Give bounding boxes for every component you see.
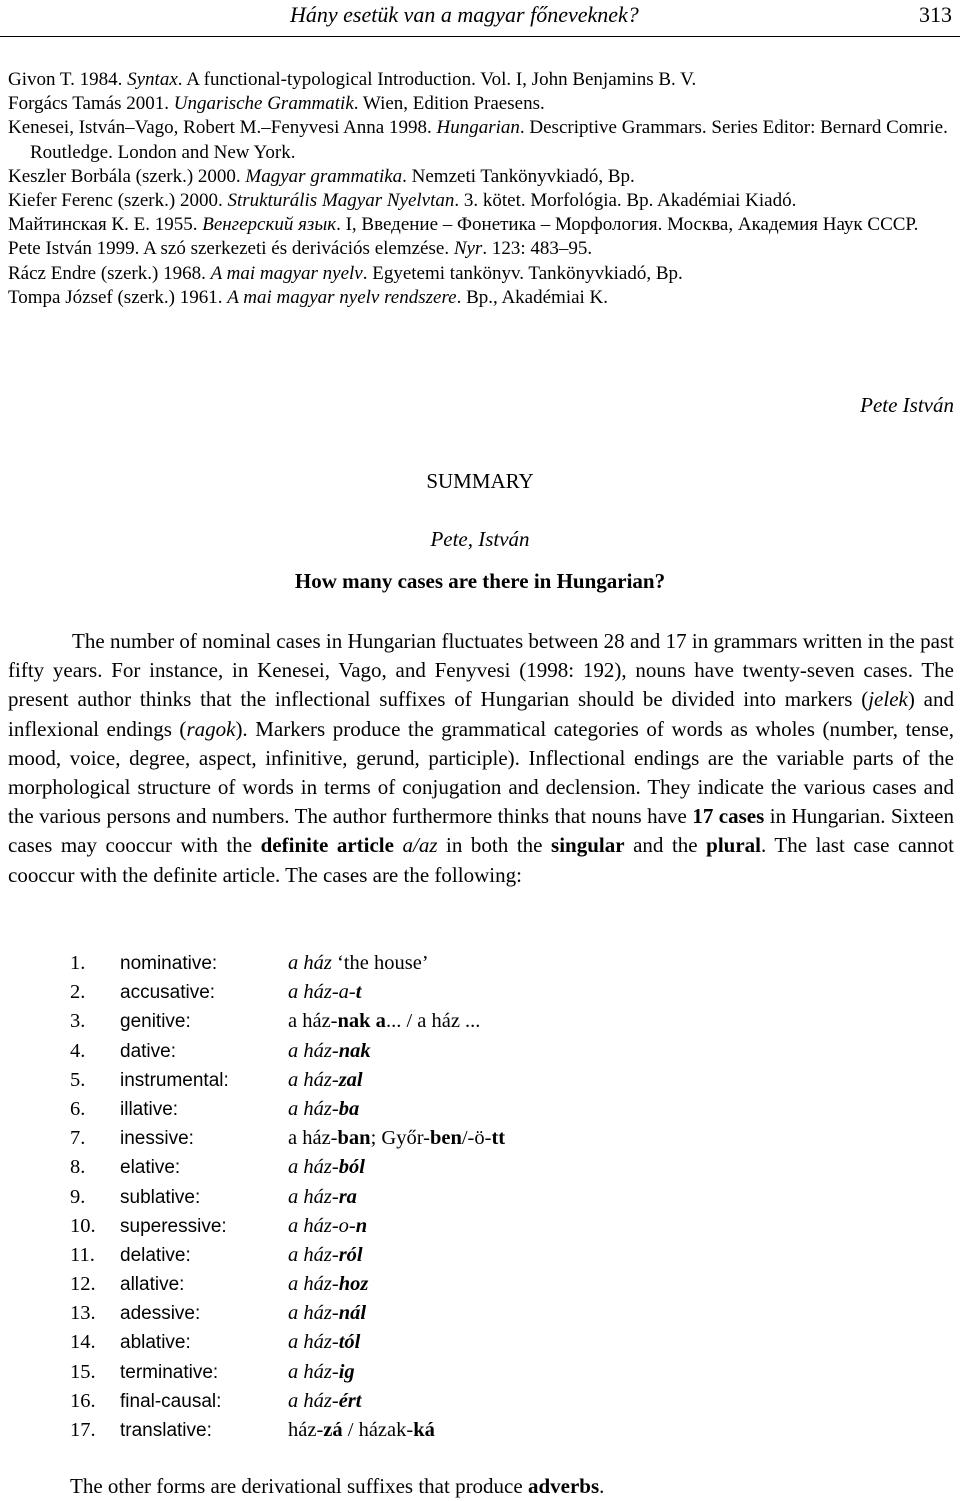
reference-entry [8, 165, 956, 189]
case-name: superessive: [120, 1215, 227, 1237]
closing-segment: The other forms are derivational suffixes that produce [70, 1474, 528, 1498]
case-row [70, 1095, 505, 1124]
reference-segment: Forgács Tamás 2001. [8, 93, 174, 115]
case-example [288, 1066, 363, 1095]
case-example-segment: a ház- [288, 1331, 339, 1354]
case-number: 14. [70, 1331, 96, 1354]
case-number: 9. [70, 1185, 86, 1208]
reference-segment: . I, Введение – Фонетика – Морфология. Москва, Академия Наук СССР. [336, 214, 919, 236]
reference-segment: Magyar grammatika [245, 165, 403, 187]
reference-segment: Syntax [127, 69, 178, 90]
reference-segment: Nyr [453, 238, 483, 260]
case-name: sublative: [120, 1186, 201, 1208]
abstract-segment: and the [624, 833, 707, 858]
summary-heading: SUMMARY [426, 469, 534, 493]
case-example [288, 1212, 367, 1241]
reference-entry [8, 237, 956, 261]
case-example-segment: ba [338, 1097, 360, 1120]
case-example-segment: ért [338, 1389, 362, 1412]
case-number: 12. [70, 1273, 96, 1296]
case-example [288, 978, 361, 1007]
case-example-segment: a ház- [288, 1273, 339, 1296]
case-example-segment: nál [338, 1302, 367, 1325]
case-example [288, 1124, 505, 1153]
case-number: 10. [70, 1214, 96, 1237]
case-name: adessive: [120, 1303, 201, 1325]
case-number: 2. [70, 981, 86, 1004]
reference-entry [8, 116, 956, 164]
case-example-segment: a ház [288, 952, 332, 974]
reference-segment: Givon T. 1984. [8, 69, 128, 90]
case-row [70, 1007, 505, 1036]
case-example-segment: a ház- [288, 1360, 339, 1383]
article-author: Pete István [860, 393, 954, 417]
abstract-segment: a/az [402, 833, 438, 858]
case-example [288, 949, 429, 978]
case-example [288, 1095, 359, 1124]
abstract-segment [394, 833, 403, 857]
reference-segment: . 123: 483–95. [482, 238, 593, 260]
case-number: 15. [70, 1360, 96, 1383]
case-row [70, 1416, 505, 1445]
abstract-segment: 17 cases [692, 804, 765, 829]
case-example-segment: n [355, 1214, 368, 1237]
case-example-segment: a ház-a- [288, 981, 356, 1004]
case-example-segment: /-ö- [461, 1127, 492, 1150]
case-name: genitive: [120, 1011, 191, 1033]
case-example [288, 1270, 368, 1299]
case-example [288, 1416, 435, 1445]
case-example [288, 1183, 357, 1212]
case-number: 5. [70, 1068, 86, 1091]
case-name: ablative: [120, 1332, 191, 1354]
reference-entry [8, 189, 956, 213]
closing-segment: . [599, 1474, 605, 1498]
case-example-segment: a ház-o- [288, 1214, 356, 1237]
case-name: illative: [120, 1098, 179, 1120]
case-example-segment: a ház- [288, 1185, 339, 1208]
case-example [288, 1007, 480, 1036]
case-example-segment: ... / a ház ... [385, 1010, 481, 1033]
abstract-segment: ) and inflexional endings ( [8, 687, 954, 741]
reference-segment: Rácz Endre (szerk.) 1968. [8, 262, 211, 284]
reference-segment: . A functional-typological Introduction. Vol. I, John Benjamins B. V. [177, 69, 697, 90]
case-example [288, 1037, 371, 1066]
case-example-segment: ‘the house’ [331, 952, 429, 974]
case-example-segment: ig [338, 1360, 355, 1383]
reference-segment: Pete István 1999. A szó szerkezeti és derivációs elemzése. [8, 238, 454, 260]
abstract-segment: jelek [868, 687, 908, 712]
case-example-segment: hoz [338, 1273, 369, 1296]
summary-abstract [8, 627, 954, 890]
case-name: instrumental: [120, 1069, 229, 1091]
case-row [70, 1328, 505, 1357]
case-example-segment: ház- [288, 1419, 324, 1441]
case-example-segment: tt [491, 1127, 506, 1150]
reference-segment: . Descriptive Grammars. Series Editor: Bernard Comrie. Routledge. London and New York. [30, 117, 948, 163]
case-example-segment: a ház- [288, 1010, 338, 1033]
case-row [70, 978, 505, 1007]
case-number: 11. [70, 1243, 95, 1266]
abstract-segment: singular [551, 833, 625, 858]
case-example-segment: ra [338, 1185, 357, 1208]
case-example [288, 1387, 361, 1416]
case-example [288, 1153, 365, 1182]
case-row [70, 1183, 505, 1212]
case-example [288, 1299, 366, 1328]
abstract-segment: ). Markers produce the grammatical categories of words as wholes (number, tense, mood, voice, degree, aspect, infinitive, gerund, participle). Inflectional endings are the variable parts of the morphological structure of words in terms of conjugation and declension. They indicate the various cases and the various persons and numbers. The author furthermore thinks that nouns have [8, 716, 954, 829]
reference-segment: Kiefer Ferenc (szerk.) 2000. [8, 190, 228, 212]
abstract-segment: definite article [260, 833, 394, 858]
reference-segment: . Bp., Akadémiai K. [456, 286, 609, 308]
case-example [288, 1358, 355, 1387]
abstract-segment: The number of nominal cases in Hungarian fluctuates between 28 and 17 in grammars written in the past fifty years. For instance, in Kenesei, Vago, and Fenyvesi (1998: 192), nouns have twenty-seven cases. The present author thinks that the inflectional suffixes of Hungarian should be divided into markers ( [8, 629, 954, 712]
reference-segment: Ungarische Grammatik [173, 93, 354, 115]
case-number: 1. [70, 952, 86, 974]
case-example-segment: zá [323, 1419, 343, 1441]
reference-segment: Майтинская К. Е. 1955. [8, 214, 203, 236]
case-example-segment: ká [413, 1419, 435, 1441]
case-example-segment: tól [338, 1331, 361, 1354]
case-row [70, 1387, 505, 1416]
case-row [70, 1270, 505, 1299]
case-number: 4. [70, 1039, 86, 1062]
abstract-segment: . The last case cannot cooccur with the definite article. The cases are the following: [8, 833, 954, 887]
case-example-segment: nak a [337, 1010, 386, 1033]
case-number: 16. [70, 1389, 96, 1412]
case-row [70, 1212, 505, 1241]
abstract-segment: in Hungarian. Sixteen cases may cooccur with the [8, 804, 954, 858]
case-example-segment: a ház- [288, 1039, 339, 1062]
summary-author: Pete, István [430, 527, 530, 551]
case-row [70, 1299, 505, 1328]
case-name: translative: [120, 1420, 212, 1441]
case-row [70, 1241, 505, 1270]
case-number: 13. [70, 1302, 96, 1325]
reference-segment: Венгерский язык [202, 214, 337, 236]
reference-segment: Kenesei, István–Vago, Robert M.–Fenyvesi Anna 1998. [8, 117, 437, 139]
case-row [70, 1153, 505, 1182]
reference-entry [8, 262, 956, 286]
case-example-segment: a ház- [288, 1156, 339, 1179]
reference-segment: . Nemzeti Tankönyvkiadó, Bp. [402, 165, 635, 187]
running-header [0, 0, 960, 37]
case-example-segment: ban [337, 1127, 371, 1150]
case-number: 7. [70, 1127, 86, 1150]
case-list [70, 949, 505, 1445]
case-example-segment: ból [338, 1156, 365, 1179]
case-example-segment: nak [338, 1039, 371, 1062]
abstract-segment: ragok [186, 716, 236, 741]
case-example-segment: ben [429, 1127, 462, 1150]
case-name: inessive: [120, 1128, 194, 1150]
case-name: allative: [120, 1274, 185, 1296]
reference-entry [8, 92, 956, 116]
case-example-segment: t [355, 981, 362, 1004]
case-example-segment: zal [338, 1068, 363, 1091]
reference-entry [8, 286, 956, 310]
case-name: terminative: [120, 1361, 219, 1383]
closing-segment: adverbs [527, 1474, 600, 1498]
abstract-segment: plural [706, 833, 762, 858]
running-title: Hány esetük van a magyar főneveknek? [290, 2, 639, 27]
case-example-segment: a ház- [288, 1097, 339, 1120]
abstract-segment: in both the [437, 833, 552, 858]
summary-title: How many cases are there in Hungarian? [294, 569, 666, 593]
reference-segment: . Egyetemi tankönyv. Tankönyvkiadó, Bp. [362, 262, 683, 284]
reference-segment: Keszler Borbála (szerk.) 2000. [8, 165, 246, 187]
reference-segment: A mai magyar nyelv [210, 262, 363, 284]
page-number: 313 [919, 2, 952, 27]
case-name: nominative: [120, 953, 218, 974]
case-example-segment: a ház- [288, 1068, 339, 1091]
case-example-segment: a ház- [288, 1127, 338, 1150]
case-row [70, 1066, 505, 1095]
case-example-segment: a ház- [288, 1243, 339, 1266]
case-number: 3. [70, 1010, 86, 1033]
case-number: 6. [70, 1097, 86, 1120]
case-example-segment: ; Győr- [370, 1127, 430, 1150]
case-row [70, 949, 505, 978]
closing-sentence [70, 1474, 604, 1499]
reference-entry [8, 213, 956, 237]
case-name: final-causal: [120, 1390, 222, 1412]
reference-entry [8, 68, 956, 92]
reference-segment: . Wien, Edition Praesens. [353, 93, 545, 115]
reference-segment: A mai magyar nyelv rendszere [227, 286, 457, 308]
case-name: delative: [120, 1244, 191, 1266]
reference-segment: Strukturális Magyar Nyelvtan [227, 190, 455, 212]
case-name: elative: [120, 1157, 181, 1179]
case-example-segment: ról [338, 1243, 363, 1266]
reference-segment: . 3. kötet. Morfológia. Bp. Akadémiai Kiadó. [454, 190, 797, 212]
case-example [288, 1328, 360, 1357]
case-example-segment: / házak- [342, 1419, 414, 1441]
reference-list [8, 68, 956, 310]
case-name: dative: [120, 1040, 176, 1062]
case-row [70, 1037, 505, 1066]
reference-segment: Hungarian [436, 117, 520, 139]
case-number: 17. [70, 1419, 96, 1441]
case-row [70, 1358, 505, 1387]
case-example-segment: a ház- [288, 1302, 339, 1325]
case-number: 8. [70, 1156, 86, 1179]
case-example [288, 1241, 363, 1270]
case-row [70, 1124, 505, 1153]
case-name: accusative: [120, 982, 216, 1004]
case-example-segment: a ház- [288, 1389, 339, 1412]
reference-segment: Tompa József (szerk.) 1961. [8, 286, 228, 308]
